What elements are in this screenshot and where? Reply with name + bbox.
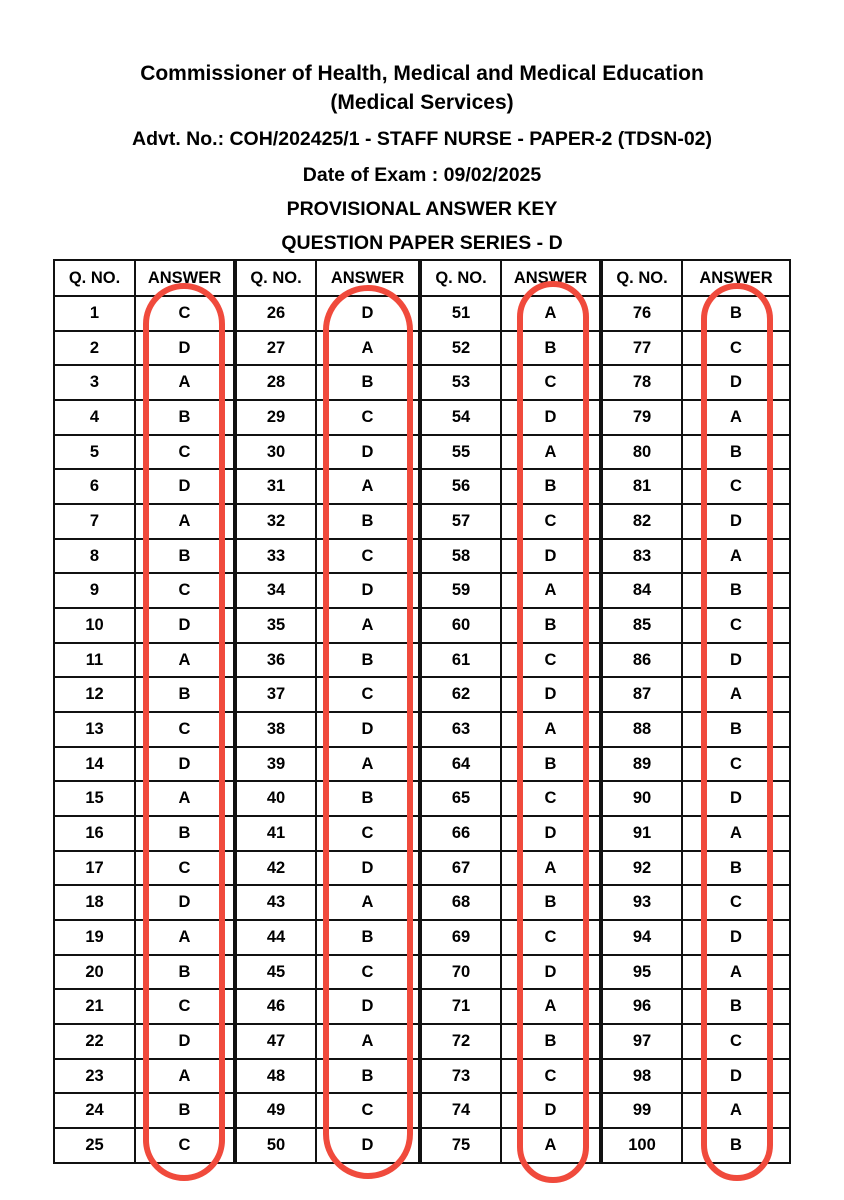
- answer-cell: B: [682, 1128, 790, 1163]
- answer-cell: C: [501, 504, 601, 539]
- table-row: [54, 435, 790, 470]
- table-row: [54, 1093, 790, 1128]
- answer-cell: B: [316, 781, 420, 816]
- answer-cell: D: [316, 296, 420, 331]
- question-number-cell: 36: [235, 643, 316, 678]
- answer-cell: C: [135, 435, 235, 470]
- answer-cell: D: [501, 677, 601, 712]
- answer-cell: B: [501, 608, 601, 643]
- question-number-cell: 50: [235, 1128, 316, 1163]
- question-number-cell: 77: [601, 331, 682, 366]
- column-header-qno: Q. NO.: [420, 260, 501, 296]
- answer-cell: C: [316, 539, 420, 574]
- table-row: [54, 955, 790, 990]
- answer-cell: C: [135, 1128, 235, 1163]
- question-number-cell: 93: [601, 885, 682, 920]
- answer-cell: B: [682, 851, 790, 886]
- answer-cell: C: [501, 1059, 601, 1094]
- question-number-cell: 8: [54, 539, 135, 574]
- question-number-cell: 71: [420, 989, 501, 1024]
- question-number-cell: 82: [601, 504, 682, 539]
- answer-cell: A: [316, 1024, 420, 1059]
- answer-cell: B: [682, 435, 790, 470]
- question-number-cell: 66: [420, 816, 501, 851]
- answer-cell: D: [316, 712, 420, 747]
- answer-key-body: [54, 296, 790, 1163]
- answer-cell: B: [501, 885, 601, 920]
- answer-cell: D: [682, 365, 790, 400]
- answer-cell: C: [501, 365, 601, 400]
- column-header-answer: ANSWER: [682, 260, 790, 296]
- question-number-cell: 48: [235, 1059, 316, 1094]
- table-row: [54, 781, 790, 816]
- question-number-cell: 4: [54, 400, 135, 435]
- answer-cell: C: [501, 920, 601, 955]
- answer-cell: C: [682, 331, 790, 366]
- table-row: [54, 851, 790, 886]
- question-number-cell: 32: [235, 504, 316, 539]
- question-number-cell: 65: [420, 781, 501, 816]
- answer-cell: B: [682, 296, 790, 331]
- table-row: [54, 989, 790, 1024]
- answer-cell: D: [682, 781, 790, 816]
- question-number-cell: 30: [235, 435, 316, 470]
- answer-cell: B: [316, 365, 420, 400]
- question-number-cell: 84: [601, 573, 682, 608]
- question-number-cell: 1: [54, 296, 135, 331]
- answer-cell: B: [682, 573, 790, 608]
- question-number-cell: 87: [601, 677, 682, 712]
- answer-cell: B: [501, 747, 601, 782]
- question-number-cell: 62: [420, 677, 501, 712]
- answer-cell: A: [135, 504, 235, 539]
- question-number-cell: 17: [54, 851, 135, 886]
- answer-cell: D: [316, 573, 420, 608]
- answer-cell: B: [135, 677, 235, 712]
- answer-cell: A: [135, 920, 235, 955]
- answer-cell: D: [501, 816, 601, 851]
- question-number-cell: 29: [235, 400, 316, 435]
- table-row: [54, 400, 790, 435]
- question-number-cell: 51: [420, 296, 501, 331]
- question-number-cell: 100: [601, 1128, 682, 1163]
- answer-cell: D: [682, 920, 790, 955]
- question-number-cell: 40: [235, 781, 316, 816]
- answer-cell: A: [135, 365, 235, 400]
- question-number-cell: 34: [235, 573, 316, 608]
- question-number-cell: 63: [420, 712, 501, 747]
- question-number-cell: 54: [420, 400, 501, 435]
- answer-cell: C: [682, 1024, 790, 1059]
- question-number-cell: 52: [420, 331, 501, 366]
- column-header-answer: ANSWER: [501, 260, 601, 296]
- question-number-cell: 92: [601, 851, 682, 886]
- answer-cell: A: [135, 781, 235, 816]
- question-number-cell: 55: [420, 435, 501, 470]
- question-number-cell: 42: [235, 851, 316, 886]
- advertisement-number: Advt. No.: COH/202425/1 - STAFF NURSE - PAPER-2 (TDSN-02): [131, 128, 713, 150]
- table-row: [54, 365, 790, 400]
- organization-name: Commissioner of Health, Medical and Medical Education: [140, 62, 704, 85]
- answer-cell: A: [682, 955, 790, 990]
- answer-cell: B: [135, 400, 235, 435]
- question-number-cell: 80: [601, 435, 682, 470]
- answer-cell: A: [316, 331, 420, 366]
- table-row: [54, 573, 790, 608]
- answer-cell: D: [501, 539, 601, 574]
- question-number-cell: 43: [235, 885, 316, 920]
- question-number-cell: 86: [601, 643, 682, 678]
- question-number-cell: 68: [420, 885, 501, 920]
- question-number-cell: 5: [54, 435, 135, 470]
- table-row: [54, 1059, 790, 1094]
- question-number-cell: 2: [54, 331, 135, 366]
- answer-key-table: [53, 259, 791, 1164]
- answer-cell: A: [501, 851, 601, 886]
- question-number-cell: 78: [601, 365, 682, 400]
- answer-cell: A: [135, 1059, 235, 1094]
- answer-cell: B: [682, 712, 790, 747]
- question-number-cell: 35: [235, 608, 316, 643]
- answer-cell: A: [682, 1093, 790, 1128]
- answer-cell: C: [501, 643, 601, 678]
- answer-cell: A: [316, 608, 420, 643]
- answer-cell: B: [135, 1093, 235, 1128]
- question-number-cell: 13: [54, 712, 135, 747]
- table-row: [54, 331, 790, 366]
- question-number-cell: 11: [54, 643, 135, 678]
- answer-cell: D: [135, 608, 235, 643]
- column-header-qno: Q. NO.: [54, 260, 135, 296]
- table-row: [54, 677, 790, 712]
- question-number-cell: 90: [601, 781, 682, 816]
- question-number-cell: 23: [54, 1059, 135, 1094]
- answer-cell: D: [316, 989, 420, 1024]
- answer-cell: B: [316, 1059, 420, 1094]
- question-number-cell: 89: [601, 747, 682, 782]
- answer-cell: C: [135, 989, 235, 1024]
- answer-cell: D: [135, 885, 235, 920]
- table-row: [54, 816, 790, 851]
- table-row: [54, 1128, 790, 1163]
- table-row: [54, 504, 790, 539]
- answer-cell: B: [316, 920, 420, 955]
- answer-cell: D: [316, 1128, 420, 1163]
- answer-cell: B: [682, 989, 790, 1024]
- question-number-cell: 9: [54, 573, 135, 608]
- question-number-cell: 59: [420, 573, 501, 608]
- question-number-cell: 94: [601, 920, 682, 955]
- answer-cell: A: [316, 885, 420, 920]
- answer-cell: B: [501, 1024, 601, 1059]
- question-number-cell: 72: [420, 1024, 501, 1059]
- answer-cell: A: [682, 816, 790, 851]
- question-number-cell: 15: [54, 781, 135, 816]
- table-row: [54, 885, 790, 920]
- question-number-cell: 3: [54, 365, 135, 400]
- question-number-cell: 98: [601, 1059, 682, 1094]
- answer-cell: B: [316, 643, 420, 678]
- question-number-cell: 91: [601, 816, 682, 851]
- answer-cell: B: [501, 331, 601, 366]
- question-number-cell: 69: [420, 920, 501, 955]
- answer-cell: A: [682, 539, 790, 574]
- question-number-cell: 58: [420, 539, 501, 574]
- answer-cell: B: [316, 504, 420, 539]
- answer-cell: A: [501, 712, 601, 747]
- answer-cell: D: [682, 504, 790, 539]
- question-number-cell: 96: [601, 989, 682, 1024]
- question-number-cell: 27: [235, 331, 316, 366]
- question-number-cell: 16: [54, 816, 135, 851]
- answer-cell: C: [316, 677, 420, 712]
- question-number-cell: 39: [235, 747, 316, 782]
- question-number-cell: 73: [420, 1059, 501, 1094]
- answer-cell: C: [135, 573, 235, 608]
- answer-cell: B: [135, 816, 235, 851]
- question-number-cell: 20: [54, 955, 135, 990]
- answer-cell: D: [135, 331, 235, 366]
- question-number-cell: 47: [235, 1024, 316, 1059]
- question-number-cell: 18: [54, 885, 135, 920]
- answer-cell: D: [682, 1059, 790, 1094]
- question-number-cell: 31: [235, 469, 316, 504]
- column-header-qno: Q. NO.: [601, 260, 682, 296]
- question-number-cell: 28: [235, 365, 316, 400]
- answer-cell: D: [316, 435, 420, 470]
- question-number-cell: 95: [601, 955, 682, 990]
- answer-cell: A: [682, 400, 790, 435]
- answer-cell: A: [501, 573, 601, 608]
- table-header-row: [54, 260, 790, 296]
- question-number-cell: 76: [601, 296, 682, 331]
- question-number-cell: 6: [54, 469, 135, 504]
- question-number-cell: 64: [420, 747, 501, 782]
- answer-cell: C: [316, 816, 420, 851]
- question-number-cell: 45: [235, 955, 316, 990]
- answer-cell: C: [316, 955, 420, 990]
- question-number-cell: 33: [235, 539, 316, 574]
- question-number-cell: 26: [235, 296, 316, 331]
- column-header-answer: ANSWER: [135, 260, 235, 296]
- question-number-cell: 41: [235, 816, 316, 851]
- answer-cell: C: [682, 885, 790, 920]
- table-row: [54, 643, 790, 678]
- answer-cell: D: [501, 955, 601, 990]
- answer-cell: C: [135, 712, 235, 747]
- answer-cell: A: [501, 435, 601, 470]
- table-row: [54, 712, 790, 747]
- table-row: [54, 469, 790, 504]
- table-row: [54, 296, 790, 331]
- answer-cell: C: [316, 400, 420, 435]
- answer-cell: C: [135, 296, 235, 331]
- answer-cell: A: [501, 989, 601, 1024]
- question-number-cell: 21: [54, 989, 135, 1024]
- question-number-cell: 12: [54, 677, 135, 712]
- answer-cell: A: [316, 747, 420, 782]
- table-row: [54, 920, 790, 955]
- document-title: PROVISIONAL ANSWER KEY: [286, 198, 558, 220]
- question-number-cell: 10: [54, 608, 135, 643]
- answer-cell: A: [501, 1128, 601, 1163]
- answer-cell: A: [501, 296, 601, 331]
- table-row: [54, 608, 790, 643]
- answer-cell: D: [682, 643, 790, 678]
- answer-cell: B: [135, 955, 235, 990]
- department-name: (Medical Services): [330, 91, 514, 114]
- answer-cell: D: [135, 1024, 235, 1059]
- column-header-qno: Q. NO.: [235, 260, 316, 296]
- answer-cell: A: [682, 677, 790, 712]
- exam-date: Date of Exam : 09/02/2025: [302, 164, 542, 186]
- answer-cell: B: [135, 539, 235, 574]
- question-number-cell: 56: [420, 469, 501, 504]
- answer-cell: A: [135, 643, 235, 678]
- answer-cell: C: [501, 781, 601, 816]
- table-row: [54, 1024, 790, 1059]
- question-number-cell: 44: [235, 920, 316, 955]
- answer-cell: D: [316, 851, 420, 886]
- question-number-cell: 24: [54, 1093, 135, 1128]
- answer-cell: C: [682, 608, 790, 643]
- answer-cell: C: [135, 851, 235, 886]
- question-number-cell: 81: [601, 469, 682, 504]
- question-number-cell: 7: [54, 504, 135, 539]
- question-number-cell: 22: [54, 1024, 135, 1059]
- question-number-cell: 57: [420, 504, 501, 539]
- question-number-cell: 14: [54, 747, 135, 782]
- question-number-cell: 67: [420, 851, 501, 886]
- answer-cell: C: [316, 1093, 420, 1128]
- question-number-cell: 37: [235, 677, 316, 712]
- question-number-cell: 97: [601, 1024, 682, 1059]
- table-row: [54, 747, 790, 782]
- question-paper-series: QUESTION PAPER SERIES - D: [281, 232, 563, 254]
- question-number-cell: 88: [601, 712, 682, 747]
- table-row: [54, 539, 790, 574]
- question-number-cell: 25: [54, 1128, 135, 1163]
- question-number-cell: 99: [601, 1093, 682, 1128]
- question-number-cell: 70: [420, 955, 501, 990]
- answer-cell: B: [501, 469, 601, 504]
- answer-cell: D: [135, 469, 235, 504]
- answer-cell: C: [682, 469, 790, 504]
- question-number-cell: 49: [235, 1093, 316, 1128]
- column-header-answer: ANSWER: [316, 260, 420, 296]
- answer-cell: A: [316, 469, 420, 504]
- answer-cell: D: [501, 400, 601, 435]
- question-number-cell: 19: [54, 920, 135, 955]
- question-number-cell: 83: [601, 539, 682, 574]
- question-number-cell: 46: [235, 989, 316, 1024]
- question-number-cell: 53: [420, 365, 501, 400]
- question-number-cell: 61: [420, 643, 501, 678]
- question-number-cell: 74: [420, 1093, 501, 1128]
- answer-cell: C: [682, 747, 790, 782]
- answer-cell: D: [135, 747, 235, 782]
- question-number-cell: 85: [601, 608, 682, 643]
- question-number-cell: 60: [420, 608, 501, 643]
- question-number-cell: 79: [601, 400, 682, 435]
- question-number-cell: 75: [420, 1128, 501, 1163]
- question-number-cell: 38: [235, 712, 316, 747]
- answer-cell: D: [501, 1093, 601, 1128]
